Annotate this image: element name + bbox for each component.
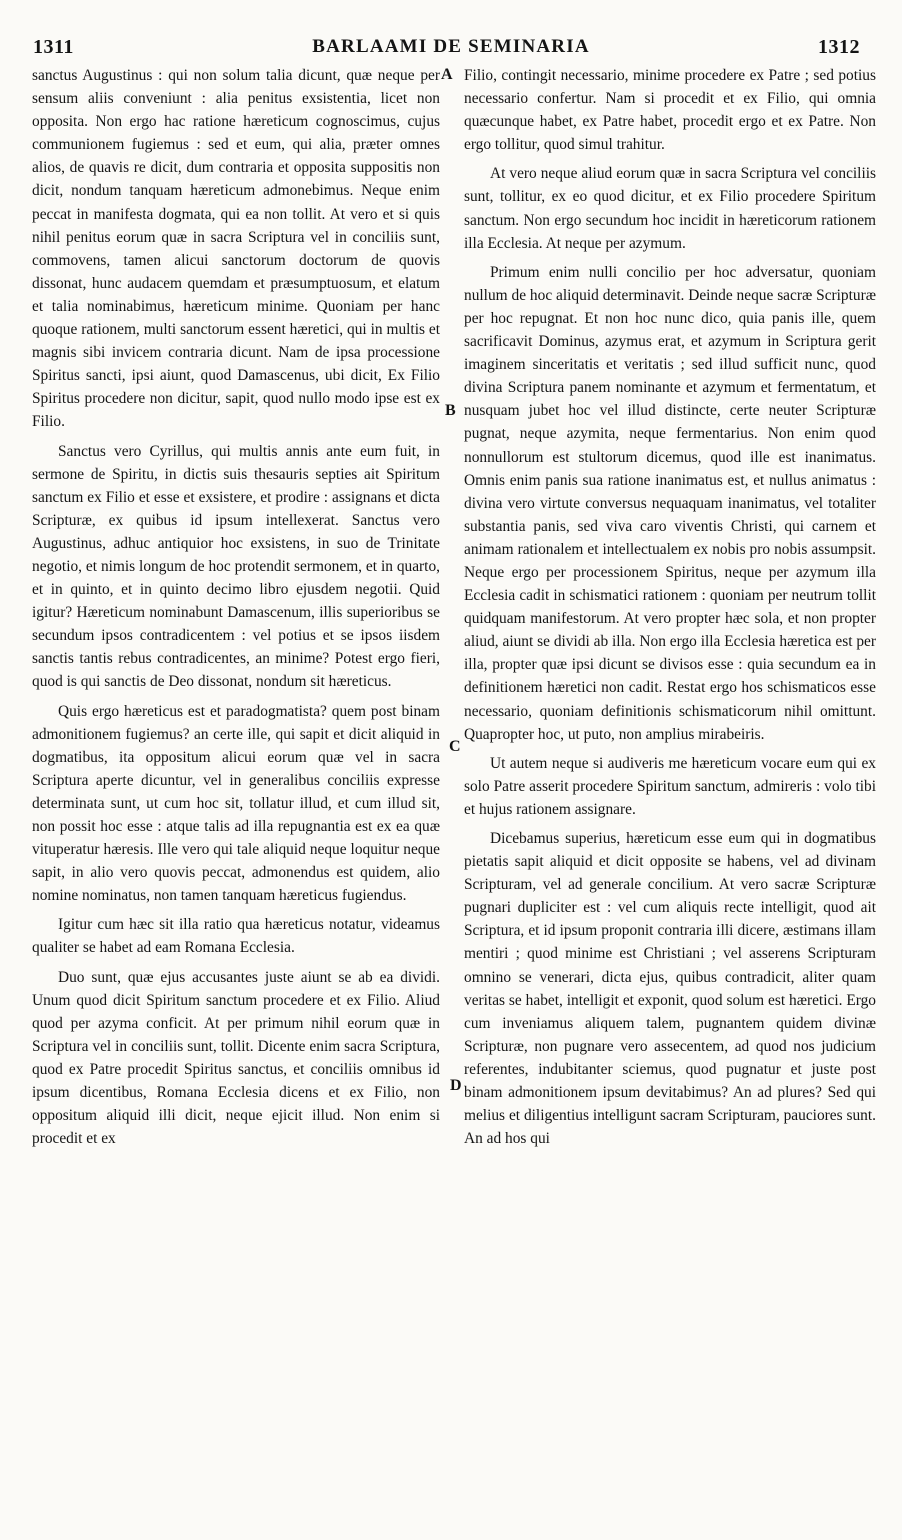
page-header [0, 36, 902, 62]
left-paragraph-2: Sanctus vero Cyrillus, qui multis annis ante eum fuit, in sermone de Spiritu, in dictis suis thesauris septies ait Spiritum sanctum ex Filio et esse et exsistere, et prodire : assignans et dicta Scripturæ, ex quibus id ipsum intellexerat. Sanctus vero Augustinus, adhuc antiquior hoc exsistens, in suo de Trinitate negotio, et nimis longum de hoc protendit sermonem, et in quarto, et in quinto, et in quinto decimo libro ejusdem negotii. Quid igitur? Hæreticum nominabunt Damascenum, illis superioribus se secundum ipsos contradicentem : vel potius et se ipsos iisdem sanctis tantis rebus contradicentes, an minime? Potest ergo fieri, quod is qui sanctis de Deo dissonat, nondum sit hæreticus. [32, 442, 440, 691]
left-paragraph-3: Quis ergo hæreticus est et paradogmatista? quem post binam admonitionem fugiemus? an certe ille, qui sapit et dicit aliquid in dogmatibus, ita oppositum alicui eorum quæ vel in sacra Scriptura aperte dicuntur, vel in generalibus conciliis expresse determinata sunt, ut cum hoc sit, tollatur illud, et cum illud sit, non possit hoc esse : atque talis ad illa repugnantia est ex ea quæ vituperatur hæresis. Ille vero qui tale aliquid neque loquitur neque sapit, in alio vero quovis peccat, admonendus est quidem, alio nomine nominatus, non tamen tanquam hæreticus fugiendus. [32, 702, 440, 905]
left-page-number: 1311 [33, 36, 74, 58]
right-paragraph-1: Filio, contingit necessario, minime procedere ex Patre ; sed potius necessario confertur. Nam si procedit et ex Filio, qui omnia quæcunque habet, ex Patre habet, procedit ergo et ex Patre. Non ergo tollitur, quod simul trahitur. [464, 67, 876, 154]
left-paragraph-4: Igitur cum hæc sit illa ratio qua hæreticus notatur, videamus qualiter se habet ad eam Romana Ecclesia. [32, 916, 440, 957]
right-paragraph-4: Ut autem neque si audiveris me hæreticum vocare eum qui ex solo Patre asserit procedere Spiritum sanctum, admireris : volo tibi et hujus rationem assignare. [464, 754, 876, 818]
right-column [464, 64, 876, 1156]
margin-marker-d: D [450, 1077, 462, 1094]
left-column [32, 64, 440, 1156]
left-paragraph-5: Duo sunt, quæ ejus accusantes juste aiunt se ab ea dividi. Unum quod dicit Spiritum sanctum procedere et ex Filio. Aliud quod per azyma conficit. At per primum nihil eorum quæ in Scriptura vel in conciliis sunt, tollit. Dicente enim sacra Scriptura, quod ex Patre procedit Spiritus sanctus, et conciliis omnibus id ipsum dicentibus, Romana Ecclesia dicens et ex Filio, non oppositum aliquid illi dicit, neque ejicit illud. Non enim si procedit et ex [32, 968, 440, 1148]
right-paragraph-5: Dicebamus superius, hæreticum esse eum qui in dogmatibus pietatis sapit aliquid et dicit opposite se habens, vel ad divinam Scripturam, vel ad generale concilium. At vero sacræ Scripturæ pugnari dupliciter est : vel cum aliquis recte intelligit, quod ait Scriptura, et id ipsum proponit contraria illi dicere, æstimans illam mentiri ; quod minime est Christiani ; vel asserens Scripturam omnino se venerari, dicta ejus, quibus contradicit, aliter quam veritas se habet, intelligit et exponit, quod solum est hæretici. Ergo cum inveniamus aliquem talem, pugnantem quidem divinæ Scripturæ, non pugnare vero assecentem, ad quod nos judicium referentes, indubitanter sciemus, quod pugnatur et juste post binam admonitionem ipsum devitabimus? An ad plures? Sed qui melius et diligentius intelligunt sacram Scripturam, pauciores sunt. An ad hos qui [464, 830, 876, 1148]
margin-marker-c: C [449, 738, 461, 755]
running-title: BARLAAMI DE SEMINARIA [312, 36, 590, 57]
right-page-number: 1312 [818, 36, 860, 58]
right-paragraph-2: At vero neque aliud eorum quæ in sacra Scriptura vel conciliis sunt, tollitur, ex eo quod dicitur, et ex Filio procedere Spiritum sanctum. Non ergo secundum hoc incidit in hæreticorum rationem illa Ecclesia. At neque per azymum. [464, 165, 876, 252]
left-paragraph-1: sanctus Augustinus : qui non solum talia dicunt, quæ neque per sensum aliis conveniunt : alia penitus exsistentia, licet non opposita. Non ergo hac ratione hæreticum cognoscimus, cujus communionem fugiemus : sed et eum, qui alia, præter omnes alios, de quavis re dicit, dum contraria et opposita suppositis non dicit, nondum tanquam hæreticum admonebimus. Neque enim peccat in manifesta dogmata, qui ea non tollit. At vero et si quis nihil penitus eorum quæ in sacra Scriptura vel in conciliis sunt, commovens, tamen alicui sanctorum doctorum de quovis dissonat, hunc audacem quemdam et præsumptuosum, et elatum et talia nominabimus, hæreticum minime. Quoniam per hanc quoque rationem, multi sanctorum essent hæretici, qui in multis et magnis sibi invicem contraria dicunt. Nam de ipsa processione Spiritus sancti, ipsi aiunt, quod Damascenus, ubi dicit, Ex Filio Spiritus procedere non dicitur, sapit, quod nullo modo ipse est ex Filio. [32, 67, 440, 431]
margin-marker-a: A [441, 66, 453, 83]
right-paragraph-3: Primum enim nulli concilio per hoc adversatur, quoniam nullum de hoc aliquid determinavit. Deinde neque sacræ Scripturæ per hoc repugnat. Et non hoc nunc dico, quia panis ille, quem sacrificavit Dominus, azymus erat, et azymum in Scriptura gerit imaginem sinceritatis et veritatis ; sed illud sufficit nunc, quod divina Scriptura panem nominante et azymum et fermentatum, et nusquam jubet hoc vel illud distincte, certe neuter Scripturæ pugnat, neque azymita, neque fermentarius. Non enim quod nonnullorum est stultorum dicemus, quod ille est inanimatus. Omnis enim panis sua ratione inanimatus est, et nullus animatus : divina vero virtute conversus nequaquam inanimatus, vel totaliter substantia panis, sed viva caro viventis Christi, qui carnem et animam rationalem et intellectualem ex nobis pro nobis assumpsit. Neque ergo per processionem Spiritus, neque per azymum illa Ecclesia cadit in schismatici rationem : quoniam per neutrum tollit quidquam manifestorum. At vero propter hæc sola, et non propter aliud, aiunt se dividi ab illa. Non ergo illa Ecclesia hæretica est per illa, propter quæ ipsi dicunt se divisos esse : quia secundum ea in definitionem hæretici non cadit. Restat ergo hos schismaticos esse necessario, quoniam definitionis schismaticorum nihil omittunt. Quapropter hoc, ut puto, non amplius mirabeiris. [464, 263, 876, 743]
margin-marker-b: B [445, 402, 456, 419]
